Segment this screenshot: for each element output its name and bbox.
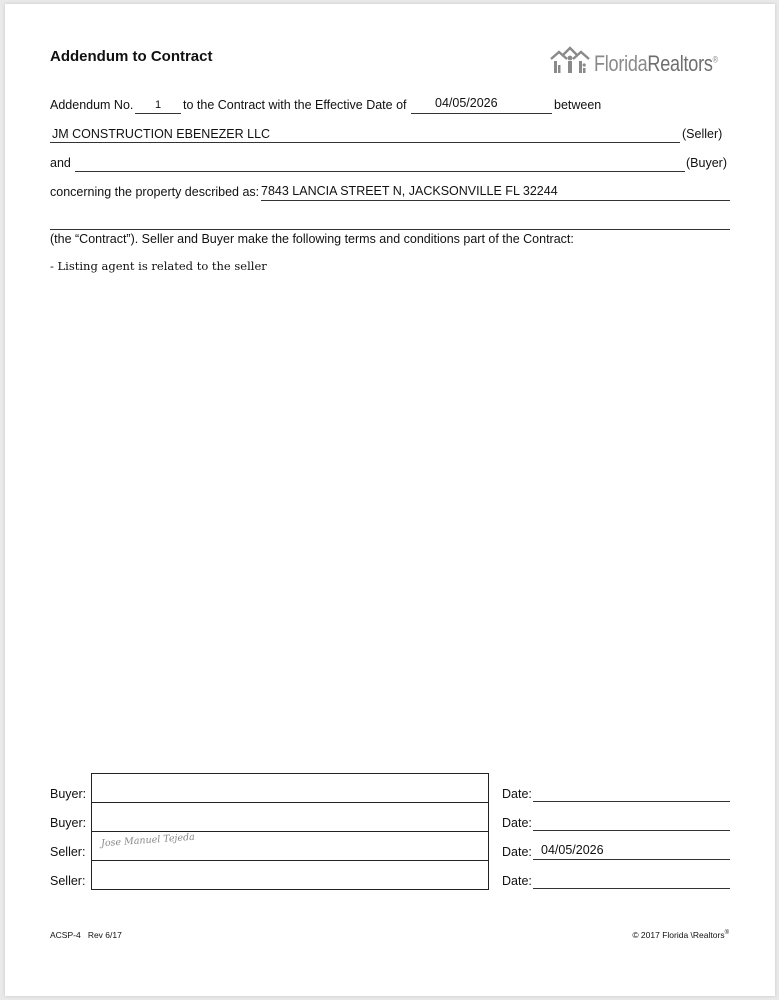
- seller-signature-box-1[interactable]: [91, 831, 489, 861]
- addendum-number-field[interactable]: 1: [154, 99, 162, 111]
- logo-wordmark: FloridaRealtors®: [594, 51, 718, 76]
- seller-name-line: [50, 142, 680, 143]
- florida-realtors-logo: [548, 44, 738, 80]
- and-label: and: [50, 156, 71, 170]
- houses-people-icon: [548, 44, 592, 78]
- date-line: [533, 801, 730, 802]
- contract-terms-intro: (the “Contract”). Seller and Buyer make the following terms and conditions part of the Contract:: [50, 232, 574, 246]
- seller-name-field[interactable]: JM CONSTRUCTION EBENEZER LLC: [52, 127, 271, 141]
- buyer-signature-box-1[interactable]: [91, 773, 489, 803]
- seller-label: (Seller): [682, 127, 723, 141]
- signature-label: Buyer:: [50, 816, 87, 830]
- buyer-label: (Buyer): [686, 156, 727, 170]
- buyer-name-line: [75, 171, 685, 172]
- signature-label: Seller:: [50, 874, 86, 888]
- terms-text[interactable]: - Listing agent is related to the seller: [50, 259, 267, 273]
- signature-label: Buyer:: [50, 787, 87, 801]
- seller-date-field-1[interactable]: 04/05/2026: [541, 843, 604, 857]
- date-label: Date:: [502, 845, 532, 859]
- document-title: Addendum to Contract: [50, 48, 213, 65]
- buyer-signature-box-2[interactable]: [91, 802, 489, 832]
- date-line: [533, 888, 730, 889]
- between-label: between: [554, 98, 602, 112]
- date-line: [533, 830, 730, 831]
- form-code: ACSP-4 Rev 6/17: [50, 930, 122, 940]
- property-label: concerning the property described as:: [50, 185, 260, 199]
- seller-signature: Jose Manuel Tejeda: [100, 831, 196, 850]
- addendum-number-line: [135, 113, 181, 114]
- date-line: [533, 859, 730, 860]
- date-label: Date:: [502, 787, 532, 801]
- date-label: Date:: [502, 874, 532, 888]
- property-address-line-2: [50, 229, 730, 230]
- date-label: Date:: [502, 816, 532, 830]
- addendum-number-label: Addendum No.: [50, 98, 134, 112]
- copyright: © 2017 Florida \Realtors®: [632, 930, 729, 940]
- property-address-field[interactable]: 7843 LANCIA STREET N, JACKSONVILLE FL 32244: [261, 184, 558, 198]
- property-address-line: [261, 200, 730, 201]
- effective-date-line: [411, 113, 552, 114]
- effective-date-field[interactable]: 04/05/2026: [435, 96, 498, 110]
- document-page: [5, 4, 775, 996]
- seller-signature-box-2[interactable]: [91, 860, 489, 890]
- signature-label: Seller:: [50, 845, 86, 859]
- contract-effective-date-text: to the Contract with the Effective Date of: [183, 98, 407, 112]
